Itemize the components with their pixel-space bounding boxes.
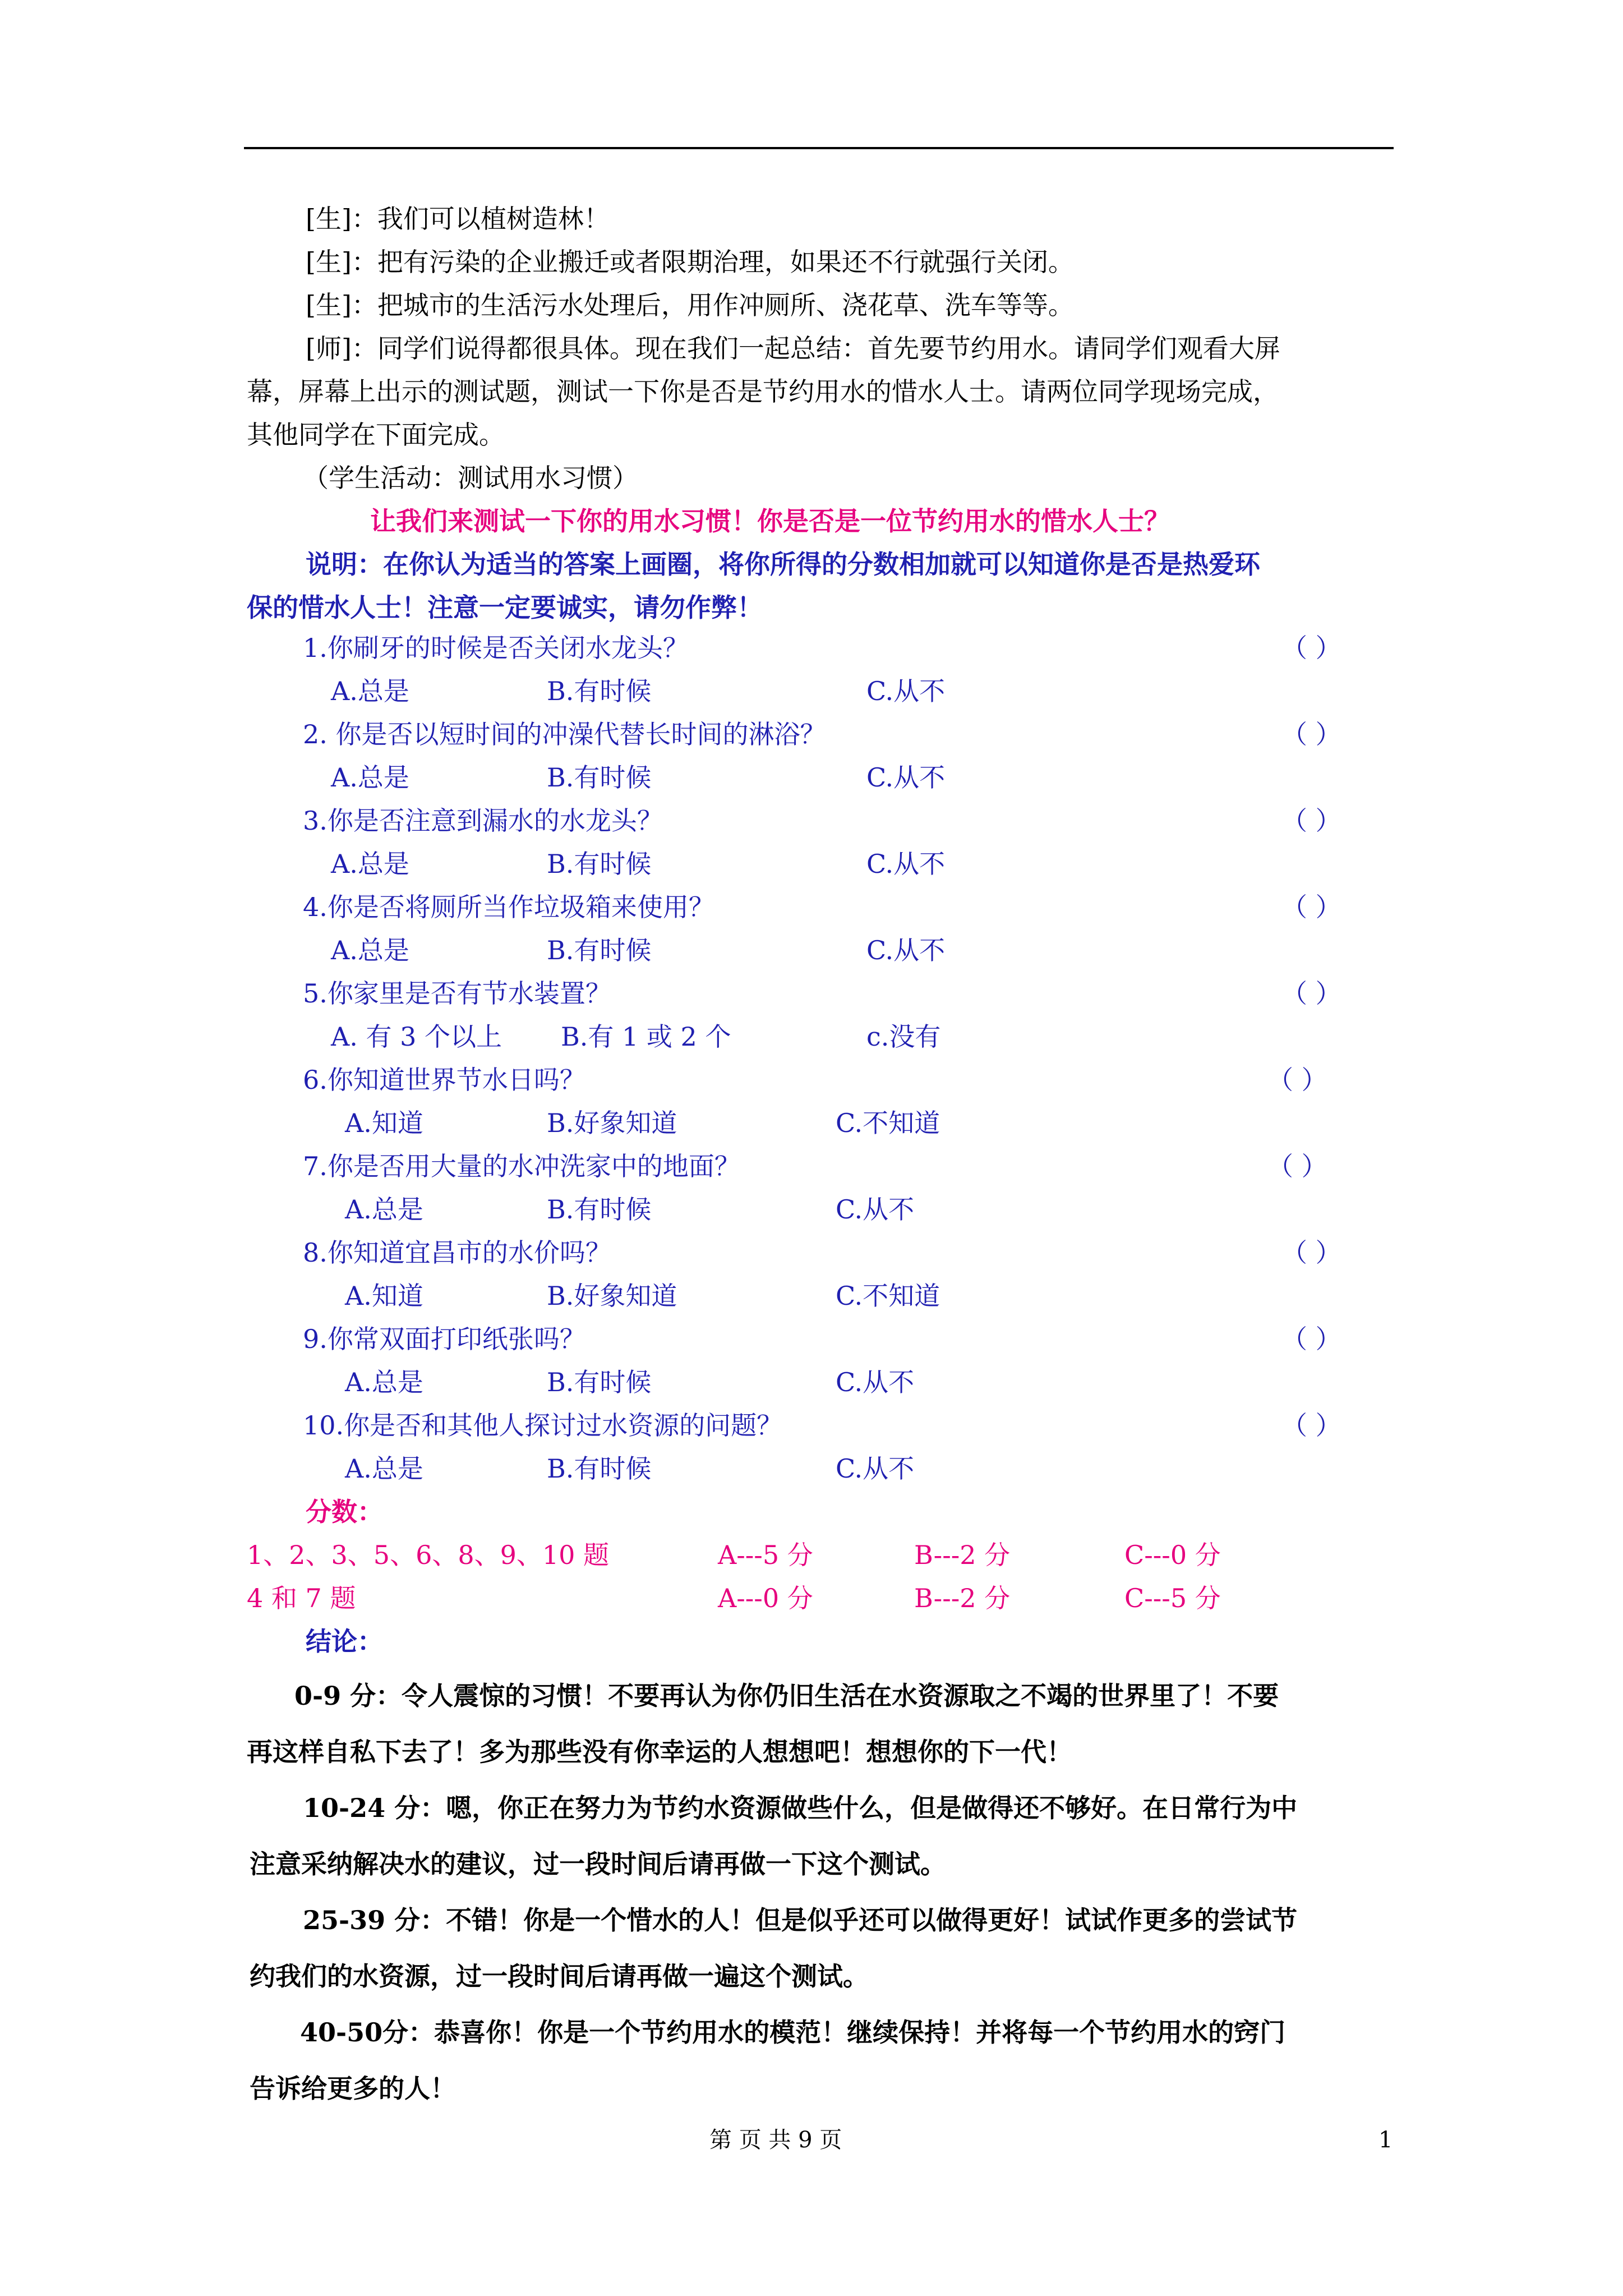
score-items: 4 和 7 题 <box>247 1583 356 1613</box>
option-c[interactable]: C.从不 <box>866 762 946 793</box>
dialogue-line: [生]：把有污染的企业搬迁或者限期治理，如果还不行就强行关闭。 <box>306 247 1074 277</box>
score-c: C---5 分 <box>1124 1583 1221 1613</box>
option-c[interactable]: C.不知道 <box>836 1281 940 1311</box>
option-c[interactable]: C.从不 <box>836 1367 915 1397</box>
score-c: C---0 分 <box>1124 1540 1221 1570</box>
answer-parentheses[interactable]: （ ） <box>1281 978 1341 1009</box>
conclusion-line: 告诉给更多的人！ <box>250 2073 456 2104</box>
option-c[interactable]: C.从不 <box>866 849 946 879</box>
answer-parentheses[interactable]: （ ） <box>1281 892 1341 922</box>
score-items: 1、2、3、5、6、8、9、10 题 <box>247 1540 610 1570</box>
option-a[interactable]: A. 有 3 个以上 <box>331 1022 502 1052</box>
option-a[interactable]: A.总是 <box>331 762 409 793</box>
score-a: A---0 分 <box>718 1583 813 1613</box>
activity-label: （学生活动：测试用水习惯） <box>303 463 638 493</box>
option-a[interactable]: A.知道 <box>345 1281 423 1311</box>
option-a[interactable]: A.总是 <box>331 676 409 706</box>
dialogue-line: 其他同学在下面完成。 <box>247 420 505 450</box>
option-b[interactable]: B.有时候 <box>547 1194 652 1225</box>
option-c[interactable]: C.从不 <box>866 935 946 965</box>
option-b[interactable]: B.好象知道 <box>547 1281 677 1311</box>
question-text: 8.你知道宜昌市的水价吗？ <box>303 1237 611 1268</box>
answer-parentheses[interactable]: （ ） <box>1281 719 1341 749</box>
question-text: 6.你知道世界节水日吗？ <box>303 1065 585 1095</box>
dialogue-line: [生]：我们可以植树造林！ <box>306 204 610 234</box>
instructions-line: 说明：在你认为适当的答案上画圈，将你所得的分数相加就可以知道你是否是热爱环 <box>306 549 1260 579</box>
answer-parentheses[interactable]: （ ） <box>1281 1237 1341 1268</box>
question-text: 2. 你是否以短时间的冲澡代替长时间的淋浴？ <box>303 719 826 749</box>
option-b[interactable]: B.有时候 <box>547 1453 652 1484</box>
question-text: 3.你是否注意到漏水的水龙头？ <box>303 806 663 836</box>
quiz-title: 让我们来测试一下你的用水习惯！你是否是一位节约用水的惜水人士？ <box>370 506 1170 536</box>
conclusion-line: 25-39 分：不错！你是一个惜水的人！但是似乎还可以做得更好！试试作更多的尝试节 <box>303 1905 1298 1935</box>
question-text: 1.你刷牙的时候是否关闭水龙头？ <box>303 633 689 663</box>
option-a[interactable]: A.总是 <box>331 935 409 965</box>
score-b: B---2 分 <box>914 1540 1011 1570</box>
conclusion-line: 40-50分：恭喜你！你是一个节约用水的模范！继续保持！并将每一个节约用水的窍门 <box>300 2017 1286 2047</box>
option-b[interactable]: B.有时候 <box>547 849 652 879</box>
score-label: 分数： <box>306 1497 383 1527</box>
option-c[interactable]: c.没有 <box>866 1022 941 1052</box>
option-b[interactable]: B.好象知道 <box>547 1108 677 1138</box>
answer-parentheses[interactable]: （ ） <box>1267 1065 1327 1095</box>
answer-parentheses[interactable]: （ ） <box>1281 633 1341 663</box>
question-text: 10.你是否和其他人探讨过水资源的问题？ <box>303 1410 783 1441</box>
option-b[interactable]: B.有时候 <box>547 935 652 965</box>
conclusion-line: 注意采纳解决水的建议，过一段时间后请再做一下这个测试。 <box>250 1849 946 1879</box>
answer-parentheses[interactable]: （ ） <box>1281 1324 1341 1354</box>
conclusion-line: 再这样自私下去了！多为那些没有你幸运的人想想吧！想想你的下一代！ <box>247 1737 1072 1767</box>
page-number: 1 <box>1378 2127 1393 2153</box>
header-rule <box>244 147 1394 149</box>
dialogue-line: [生]：把城市的生活污水处理后，用作冲厕所、浇花草、洗车等等。 <box>306 290 1074 320</box>
score-b: B---2 分 <box>914 1583 1011 1613</box>
question-text: 7.你是否用大量的水冲洗家中的地面？ <box>303 1151 740 1181</box>
answer-parentheses[interactable]: （ ） <box>1267 1151 1327 1181</box>
conclusion-line: 10-24 分：嗯，你正在努力为节约水资源做些什么，但是做得还不够好。在日常行为中 <box>303 1793 1298 1823</box>
question-text: 4.你是否将厕所当作垃圾箱来使用？ <box>303 892 714 922</box>
answer-parentheses[interactable]: （ ） <box>1281 806 1341 836</box>
footer-page-info: 第 页 共 9 页 <box>709 2127 842 2153</box>
conclusion-label: 结论： <box>306 1626 383 1657</box>
option-a[interactable]: A.总是 <box>345 1453 423 1484</box>
question-text: 5.你家里是否有节水装置？ <box>303 978 611 1009</box>
conclusion-line: 约我们的水资源，过一段时间后请再做一遍这个测试。 <box>250 1961 869 1991</box>
question-text: 9.你常双面打印纸张吗？ <box>303 1324 585 1354</box>
conclusion-line: 0-9 分：令人震惊的习惯！不要再认为你仍旧生活在水资源取之不竭的世界里了！不要 <box>294 1681 1279 1711</box>
option-a[interactable]: A.知道 <box>345 1108 423 1138</box>
option-b[interactable]: B.有时候 <box>547 676 652 706</box>
answer-parentheses[interactable]: （ ） <box>1281 1410 1341 1441</box>
option-a[interactable]: A.总是 <box>331 849 409 879</box>
dialogue-line: 幕，屏幕上出示的测试题，测试一下你是否是节约用水的惜水人士。请两位同学现场完成， <box>247 376 1279 407</box>
option-b[interactable]: B.有时候 <box>547 762 652 793</box>
dialogue-line: [师]：同学们说得都很具体。现在我们一起总结：首先要节约用水。请同学们观看大屏 <box>306 333 1280 364</box>
option-c[interactable]: C.从不 <box>836 1194 915 1225</box>
option-b[interactable]: B.有时候 <box>547 1367 652 1397</box>
option-c[interactable]: C.从不 <box>866 676 946 706</box>
instructions-line: 保的惜水人士！注意一定要诚实，请勿作弊！ <box>247 592 763 623</box>
option-a[interactable]: A.总是 <box>345 1194 423 1225</box>
option-b[interactable]: B.有 1 或 2 个 <box>561 1022 731 1052</box>
score-a: A---5 分 <box>718 1540 813 1570</box>
option-a[interactable]: A.总是 <box>345 1367 423 1397</box>
option-c[interactable]: C.不知道 <box>836 1108 940 1138</box>
option-c[interactable]: C.从不 <box>836 1453 915 1484</box>
